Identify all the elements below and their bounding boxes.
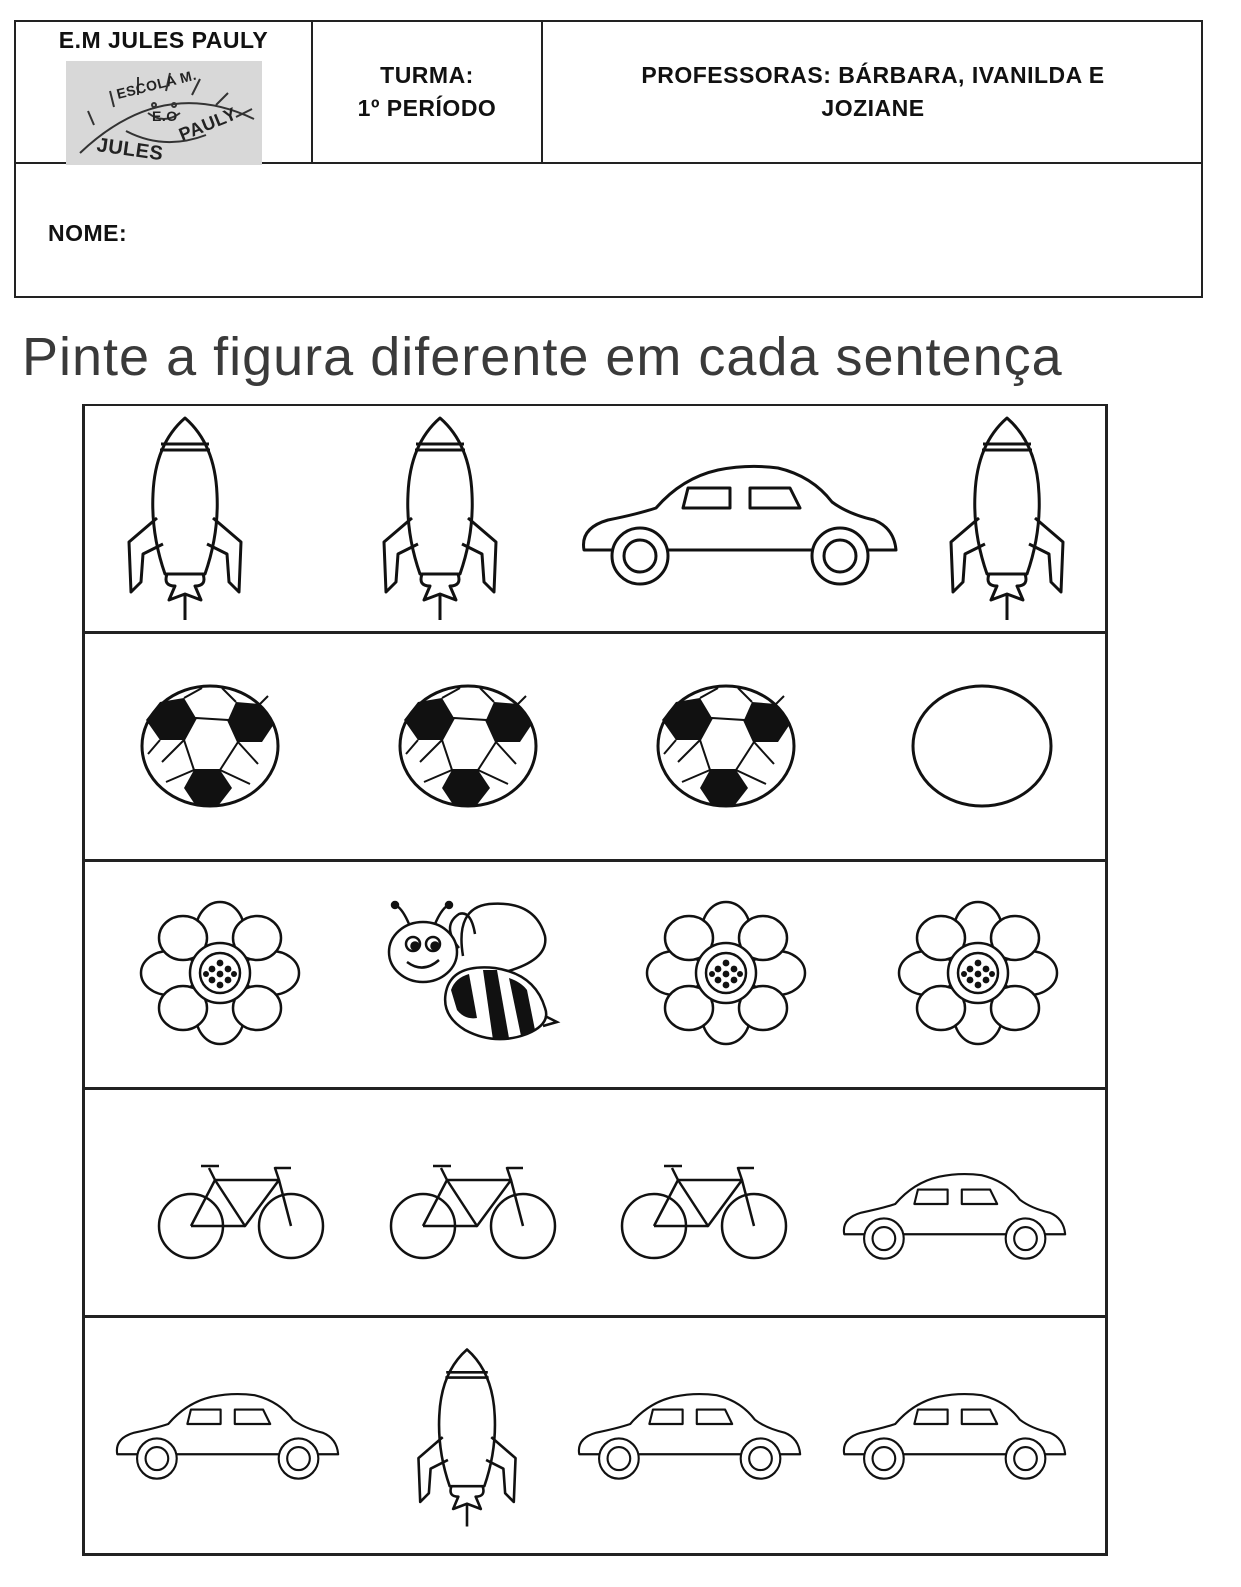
bicycle-icon[interactable] — [389, 1162, 557, 1262]
logo-text-escola: ESCOLA M. — [114, 66, 198, 103]
exercise-row-2 — [85, 634, 1105, 862]
flower-icon[interactable] — [645, 900, 807, 1046]
exercise-grid — [82, 404, 1108, 1556]
car-icon[interactable] — [840, 1168, 1068, 1258]
logo-text-pauly: PAULY — [175, 103, 240, 146]
rocket-icon[interactable] — [415, 1346, 519, 1530]
logo-text-jules: JULES — [94, 134, 165, 166]
flower-icon[interactable] — [897, 900, 1059, 1046]
flower-icon[interactable] — [139, 900, 301, 1046]
car-icon[interactable] — [840, 1388, 1068, 1478]
logo-text-eo: E.O — [151, 108, 178, 125]
name-row[interactable] — [16, 164, 1201, 298]
soccer-ball-icon[interactable] — [398, 684, 538, 808]
header-table — [14, 20, 1203, 298]
exercise-row-1 — [85, 406, 1105, 634]
soccer-ball-icon[interactable] — [140, 684, 280, 808]
name-label: NOME: — [48, 220, 128, 246]
exercise-row-4 — [85, 1090, 1105, 1318]
exercise-row-3 — [85, 862, 1105, 1090]
soccer-ball-icon[interactable] — [656, 684, 796, 808]
class-cell — [313, 22, 543, 164]
rocket-icon[interactable] — [947, 414, 1067, 624]
car-icon[interactable] — [575, 1388, 803, 1478]
class-value: 1º PERÍODO — [357, 95, 497, 121]
school-name: E.M JULES PAULY — [58, 27, 269, 53]
teachers-line-1: PROFESSORAS: BÁRBARA, IVANILDA E — [641, 61, 1105, 88]
bee-icon[interactable] — [385, 898, 557, 1048]
class-label: TURMA: — [380, 61, 474, 88]
bicycle-icon[interactable] — [157, 1162, 325, 1262]
school-logo — [66, 61, 262, 165]
rocket-icon[interactable] — [380, 414, 500, 624]
car-icon[interactable] — [578, 458, 900, 583]
exercise-row-5 — [85, 1318, 1105, 1546]
car-icon[interactable] — [113, 1388, 341, 1478]
circle-icon[interactable] — [911, 684, 1053, 808]
teachers-cell — [543, 22, 1203, 164]
bicycle-icon[interactable] — [620, 1162, 788, 1262]
teachers-line-2: JOZIANE — [821, 95, 925, 121]
rocket-icon[interactable] — [125, 414, 245, 624]
school-cell — [16, 22, 313, 164]
instruction-title: Pinte a figura diferente em cada sentença — [22, 327, 1063, 387]
